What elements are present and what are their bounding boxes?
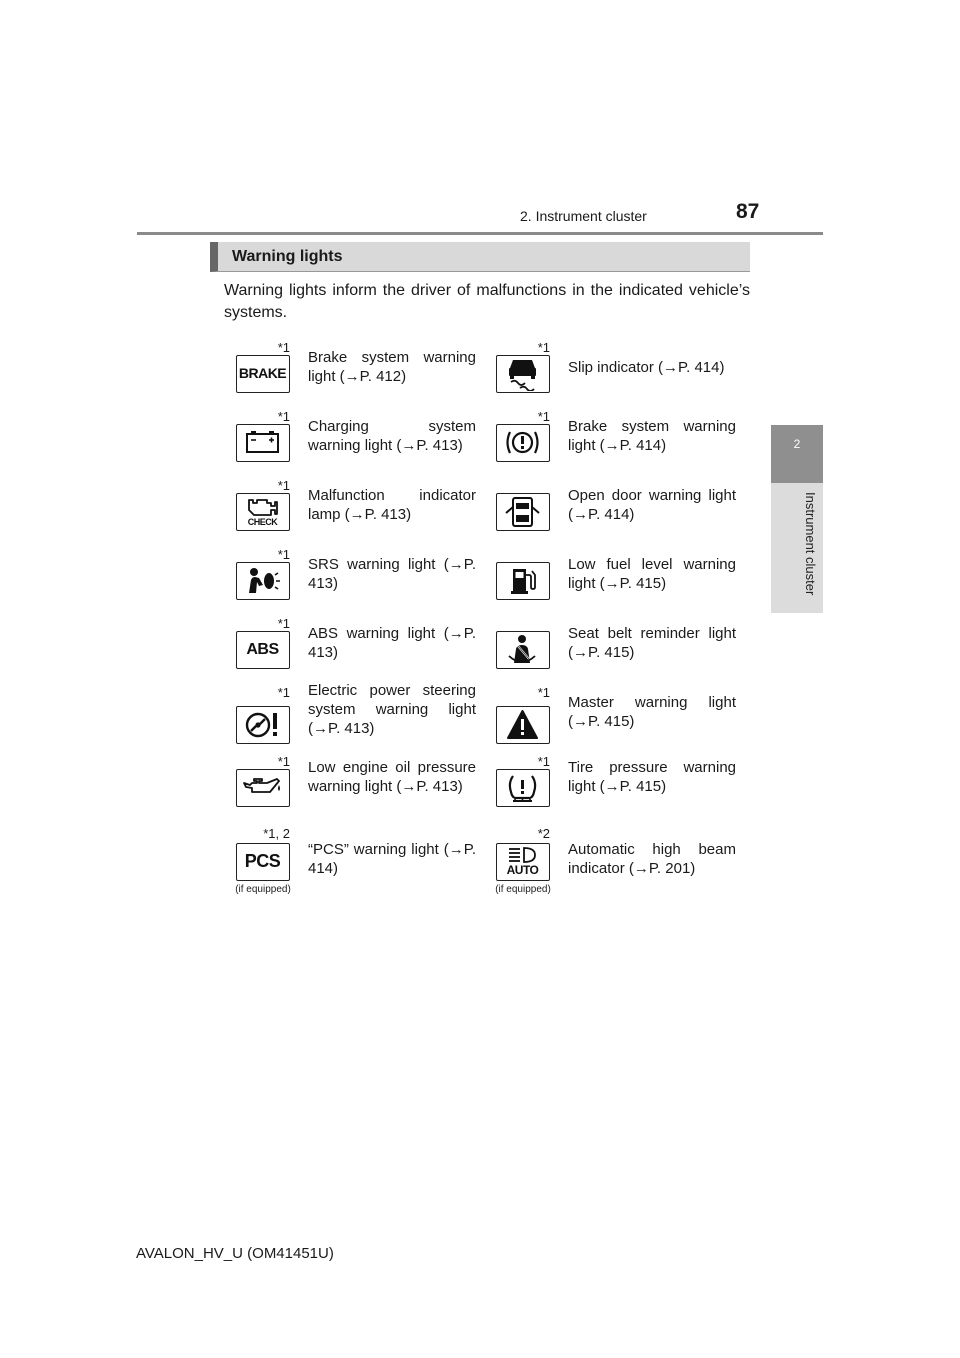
power-steering-icon [236, 706, 290, 744]
oil-can-icon [236, 769, 290, 807]
page-number: 87 [736, 200, 760, 223]
warning-description: Low fuel level warning light (→P. 415) [568, 556, 736, 592]
chapter-tab [771, 425, 823, 483]
footnote-mark: *1 [277, 547, 290, 562]
section-heading-bar [210, 242, 750, 272]
chapter-number: 2 [793, 437, 801, 451]
battery-icon [236, 424, 290, 462]
warning-entry [236, 754, 498, 822]
fuel-pump-icon [496, 562, 550, 600]
tire-pressure-icon [496, 769, 550, 807]
warning-description: Electric power steering system warning light (→P. 413) [308, 682, 476, 737]
if-equipped-note: (if equipped) [495, 884, 551, 895]
srs-airbag-icon [236, 562, 290, 600]
footnote-mark: *1 [277, 478, 290, 493]
open-door-icon [496, 493, 550, 531]
warning-description: Open door warning light (→P. 414) [568, 487, 736, 523]
auto-high-beam-icon: AUTO [496, 843, 550, 881]
document-code: AVALON_HV_U (OM41451U) [136, 1245, 334, 1262]
warning-entry [496, 409, 758, 477]
brake-circle-icon [496, 424, 550, 462]
warning-description: SRS warning light (→P. 413) [308, 556, 476, 592]
warning-description: Tire pressure warning light (→P. 415) [568, 759, 736, 795]
warning-entry [496, 685, 758, 753]
warning-description: Slip indicator (→P. 414) [568, 359, 725, 376]
pcs-text-icon: PCS [236, 843, 290, 881]
warning-entry [236, 826, 498, 894]
warning-description: Brake system warning light (→P. 412) [308, 349, 476, 385]
brake-text-icon: BRAKE [236, 355, 290, 393]
warning-description: ABS warning light (→P. 413) [308, 625, 476, 661]
footnote-mark: *1 [277, 409, 290, 424]
warning-description: Malfunction indicator lamp (→P. 413) [308, 487, 476, 523]
header-divider [137, 232, 823, 235]
footnote-mark: *1 [277, 340, 290, 355]
section-intro: Warning lights inform the driver of malfunctions in the indicated vehicle’s systems. [224, 282, 750, 321]
warning-description: Low engine oil pressure warning light (→P. 413) [308, 759, 476, 795]
warning-description: Brake system warning light (→P. 414) [568, 418, 736, 454]
warning-description: Automatic high beam indicator (→P. 201) [568, 841, 736, 877]
footnote-mark: *1 [537, 340, 550, 355]
abs-text-icon: ABS [236, 631, 290, 669]
master-warning-icon [496, 706, 550, 744]
footnote-mark: *1 [277, 754, 290, 769]
section-title: Warning lights [232, 248, 343, 265]
warning-entry [496, 754, 758, 822]
footnote-mark: *1, 2 [263, 826, 290, 841]
footnote-mark: *1 [537, 409, 550, 424]
warning-entry [236, 409, 498, 477]
footnote-mark: *1 [277, 685, 290, 700]
footnote-mark: *2 [537, 826, 550, 841]
warning-entry [236, 547, 498, 615]
warning-entry [496, 478, 758, 546]
footnote-mark: *1 [277, 616, 290, 631]
warning-entry [236, 340, 498, 408]
warning-description: Master warning light (→P. 415) [568, 694, 736, 730]
warning-entry [496, 340, 758, 408]
warning-description: Charging system warning light (→P. 413) [308, 418, 476, 454]
slip-indicator-icon [496, 355, 550, 393]
warning-entry [236, 478, 498, 546]
footnote-mark: *1 [537, 754, 550, 769]
running-header-section: 2. Instrument cluster [520, 208, 647, 224]
warning-entry [236, 682, 498, 753]
check-engine-icon: CHECK [236, 493, 290, 531]
if-equipped-note: (if equipped) [235, 884, 291, 895]
seat-belt-icon [496, 631, 550, 669]
footnote-mark: *1 [537, 685, 550, 700]
warning-description: Seat belt reminder light (→P. 415) [568, 625, 736, 661]
chapter-label: Instrument cluster [803, 492, 818, 596]
warning-entry [496, 616, 758, 684]
warning-entry [496, 826, 758, 894]
warning-entry [496, 547, 758, 615]
warning-description: “PCS” warning light (→P. 414) [308, 841, 476, 877]
warning-entry [236, 616, 498, 684]
